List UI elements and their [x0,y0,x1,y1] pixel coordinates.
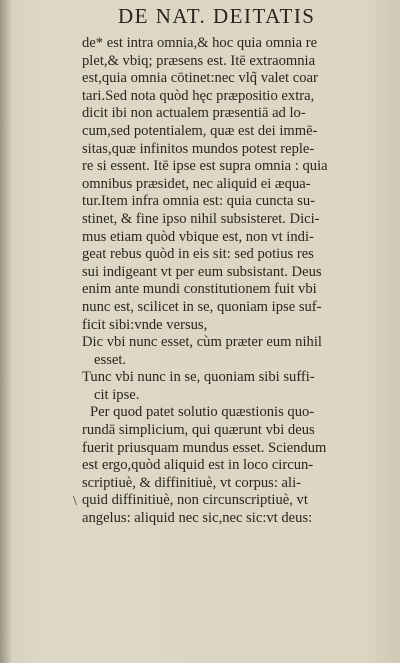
text-line: sitas,quæ infinitos mundos potest reple- [82,140,315,157]
text-line: geat rebus quòd in eis sit: sed potius res [82,246,314,263]
text-line: scriptiuè, & diffinitiuè, vt corpus: ali- [82,474,301,491]
text-line: rundā simplicium, qui quærunt vbi deus [82,422,315,439]
text-line: stinet, & fine ipso nihil subsisteret. Dici- [82,210,320,227]
body-text [82,35,394,528]
text-line: cit ipse. [94,386,140,403]
text-line: nunc est, scilicet in se, quoniam ipse suf- [82,298,322,315]
text-line: mus etiam quòd vbique est, non vt indi- [82,228,314,245]
text-line: dicit ibi non actualem præsentiā ad lo- [82,105,306,122]
text-line: Dic vbi nunc esset, cùm præter eum nihil [82,334,322,351]
text-line: tur.Item infra omnia est: quia cuncta su- [82,193,316,210]
text-line: angelus: aliquid nec sic,nec sic:vt deus: [82,510,313,527]
text-line: omnibus præsidet, nec aliquid ei æqua- [82,175,311,192]
text-line: est,quia omnia cōtinet:nec vlq̃ valet coar [82,70,318,87]
text-line: tari.Sed nota quòd hęc præpositio extra, [82,87,315,104]
running-head: DE NAT. DEITATIS [118,4,316,28]
text-line: cum,sed potentialem, quæ est dei immē- [82,122,318,139]
margin-mark: \ [73,494,77,509]
text-line: quid diffinitiuè, non circunscriptiuè, vt [82,492,308,509]
text-line: Per quod patet solutio quæstionis quo- [90,404,315,421]
text-line: fuerit priusquam mundus esset. Sciendum [82,439,327,456]
text-line: est ergo,quòd aliquid est in loco circun- [82,457,314,474]
gutter-shadow [0,0,12,663]
text-line: ficit sibi:vnde versus, [82,316,208,333]
text-line: sui indigeant vt per eum subsistant. Deus [82,263,322,280]
text-line: esset. [94,351,127,368]
text-line: plet,& vbiq; præsens est. Itē extraomnia [82,52,316,69]
text-line: enim ante mundi constitutionem fuit vbi [82,281,317,298]
text-line: Tunc vbi nunc in se, quoniam sibi suffi- [82,369,315,386]
text-line: re si essent. Itē ipse est supra omnia : quia [82,158,328,175]
text-line: de* est intra omnia,& hoc quia omnia re [82,35,318,51]
